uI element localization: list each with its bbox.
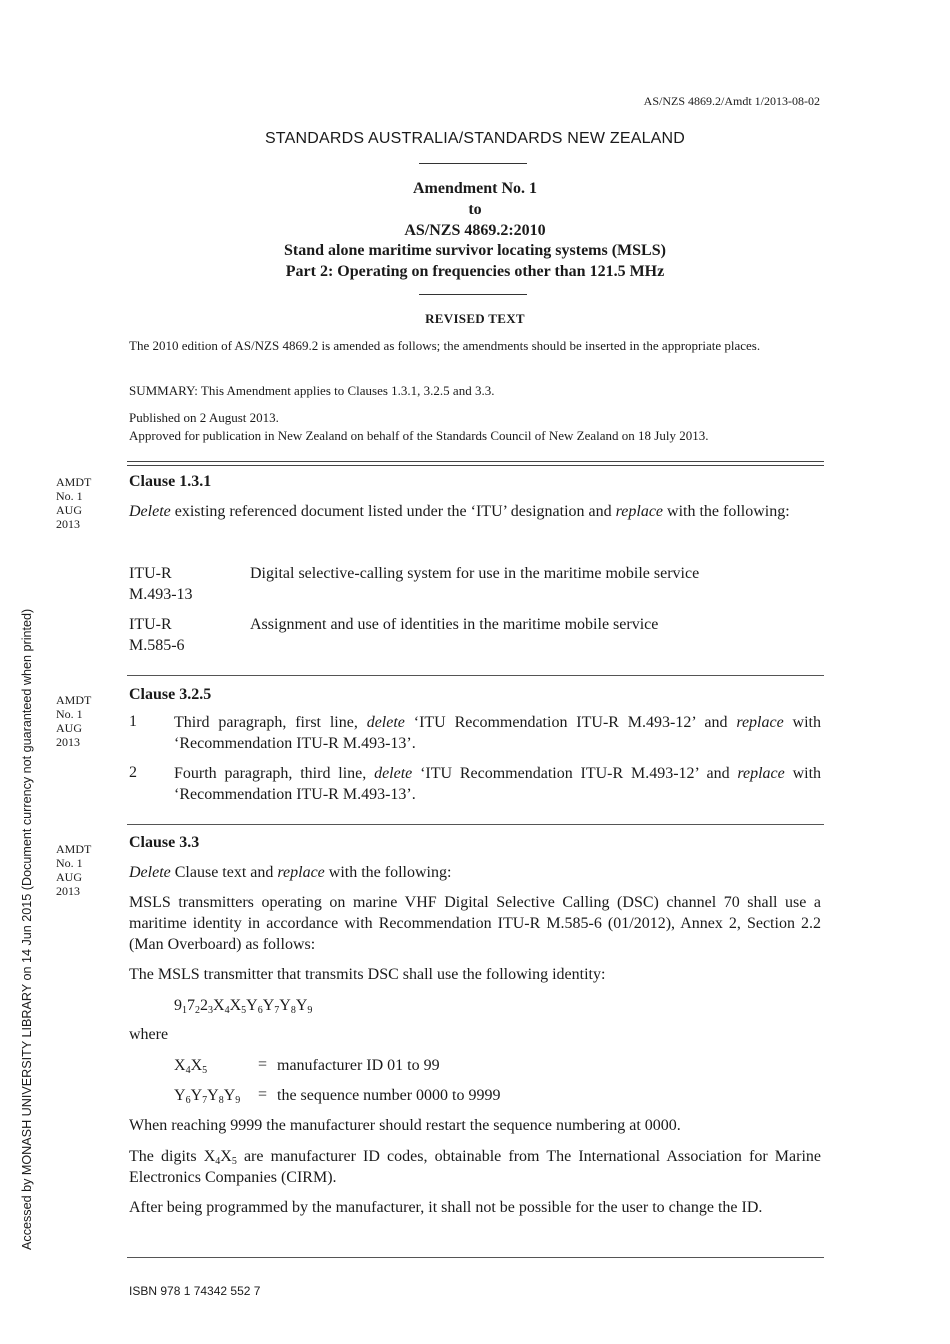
list-item: [174, 764, 821, 806]
restart-paragraph: When reaching 9999 the manufacturer should restart the sequence numbering at 0000.: [129, 1117, 681, 1134]
item-text: with ‘Recommendation ITU-R M.493-13’.: [174, 765, 822, 803]
clause-325-heading: Clause 3.2.5: [129, 686, 212, 703]
amdt-number: No. 1: [56, 856, 83, 870]
amdt-marker-3: [56, 842, 91, 898]
published-date: Published on 2 August 2013.: [129, 410, 279, 425]
amdt-month: AUG: [56, 503, 82, 517]
definition-text: the sequence number 0000 to 9999: [277, 1087, 501, 1104]
amdt-label: AMDT: [56, 475, 92, 489]
access-watermark: Accessed by MONASH UNIVERSITY LIBRARY on 14 Jun 2015 (Document currency not guaranteed when printed): [20, 608, 34, 1250]
title-line-standard: AS/NZS 4869.2:2010: [404, 221, 546, 239]
reference-code-line1: ITU-R: [129, 616, 172, 633]
item-text: ‘ITU Recommendation ITU-R M.493-12’ and: [404, 714, 737, 731]
reference-description: Digital selective-calling system for use in the maritime mobile service: [250, 565, 700, 582]
delete-word: Delete: [129, 864, 171, 881]
title-rule-top: [419, 163, 527, 164]
title-line-part: Part 2: Operating on frequencies other than 121.5 MHz: [285, 263, 665, 281]
identity-format: $9_17_22_3X_4X_5Y_6Y_7Y_8Y_9$: [174, 997, 313, 1016]
replace-word: replace: [737, 765, 785, 782]
delete-word: delete: [374, 765, 413, 782]
amdt-marker-1: [56, 475, 91, 531]
revised-text-label: REVISED TEXT: [425, 311, 525, 326]
clause-131-instruction: [129, 502, 821, 523]
amdt-year: 2013: [56, 517, 80, 531]
list-number: 1: [129, 713, 137, 730]
clause-33-heading: Clause 3.3: [129, 834, 200, 851]
amdt-label: AMDT: [56, 693, 92, 707]
instruction-text-end: with the following:: [324, 864, 452, 881]
section-divider: [127, 1257, 824, 1258]
amendment-title: [0, 179, 950, 283]
programming-paragraph: After being programmed by the manufacturer, it shall not be possible for the user to change the ID.: [129, 1199, 763, 1216]
definition-equals: =: [258, 1086, 268, 1103]
instruction-text: existing referenced document listed under the ‘ITU’ designation and: [170, 503, 616, 520]
title-line-subject: Stand alone maritime survivor locating systems (MSLS): [284, 242, 666, 260]
reference-code-line2: M.585-6: [129, 636, 185, 654]
definition-symbol: $X_4X_5$: [174, 1057, 208, 1076]
instruction-text: Clause text and: [170, 864, 278, 881]
summary: SUMMARY: This Amendment applies to Clauses 1.3.1, 3.2.5 and 3.3.: [129, 383, 495, 398]
title-line-amendment: Amendment No. 1: [413, 180, 537, 197]
isbn: ISBN 978 1 74342 552 7: [129, 1284, 261, 1298]
amdt-year: 2013: [56, 884, 80, 898]
list-number: 2: [129, 764, 137, 781]
section-divider-double: [127, 461, 824, 466]
replace-word: replace: [277, 864, 325, 881]
amdt-month: AUG: [56, 870, 82, 884]
instruction-text-end: with the following:: [663, 503, 790, 520]
definition-text: manufacturer ID 01 to 99: [277, 1057, 440, 1074]
replace-word: replace: [615, 503, 664, 520]
section-divider: [127, 824, 824, 825]
where-label: where: [129, 1026, 169, 1043]
document-reference: AS/NZS 4869.2/Amdt 1/2013-08-02: [643, 94, 820, 108]
reference-code-line1: ITU-R: [129, 565, 172, 582]
replace-word: replace: [736, 714, 784, 731]
item-text: Third paragraph, first line,: [174, 714, 367, 731]
title-line-to: to: [468, 200, 482, 218]
clause-131-heading: Clause 1.3.1: [129, 473, 212, 490]
definition-equals: =: [258, 1056, 268, 1073]
amdt-label: AMDT: [56, 842, 92, 856]
section-divider: [127, 675, 824, 676]
manufacturer-id-paragraph: The digits $X_4X_5$ are manufacturer ID codes, obtainable from The International Association for Marine Electronics Companies (CIRM).: [129, 1148, 822, 1186]
item-text: with ‘Recommendation ITU-R M.493-13’.: [174, 714, 822, 752]
reference-code-line2: M.493-13: [129, 585, 193, 603]
reference-description: Assignment and use of identities in the maritime mobile service: [250, 616, 659, 633]
amdt-year: 2013: [56, 735, 80, 749]
reference-code: [129, 615, 185, 657]
amdt-number: No. 1: [56, 489, 83, 503]
organization-name: STANDARDS AUSTRALIA/STANDARDS NEW ZEALAND: [264, 130, 686, 147]
amdt-month: AUG: [56, 721, 82, 735]
reference-code: [129, 564, 193, 606]
title-rule-bottom: [419, 294, 527, 295]
approval-note: Approved for publication in New Zealand on behalf of the Standards Council of New Zealand on 18 July 2013.: [129, 428, 709, 443]
edition-note: The 2010 edition of AS/NZS 4869.2 is amended as follows; the amendments should be inserted in the appropriate places.: [129, 338, 761, 353]
identity-intro: The MSLS transmitter that transmits DSC shall use the following identity:: [129, 966, 606, 983]
item-text: Fourth paragraph, third line,: [174, 765, 375, 782]
msls-paragraph: MSLS transmitters operating on marine VHF Digital Selective Calling (DSC) channel 70 shall use a maritime identity in accordance with Recommendation ITU-R M.585-6 (01/2012), Annex 2, Section 2.2 (Man Overboard) as follows:: [129, 894, 821, 953]
list-item: [174, 713, 821, 755]
delete-word: Delete: [129, 503, 171, 520]
amdt-number: No. 1: [56, 707, 83, 721]
amdt-marker-2: [56, 693, 91, 749]
definition-symbol: $Y_6Y_7Y_8Y_9$: [174, 1087, 241, 1106]
item-text: ‘ITU Recommendation ITU-R M.493-12’ and: [412, 765, 738, 782]
clause-33-instruction: [129, 863, 821, 884]
delete-word: delete: [366, 714, 405, 731]
